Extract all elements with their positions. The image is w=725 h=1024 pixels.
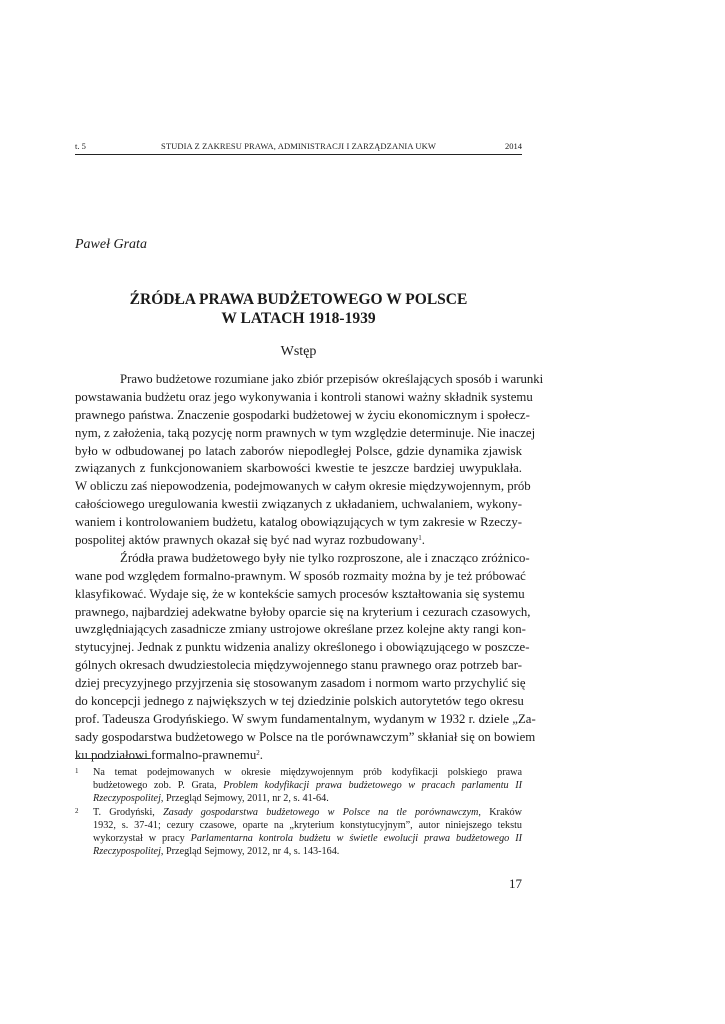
text-line: gólnych okresach dwudziestolecia międzywojennego stanu prawnego oraz potrzeb bar- xyxy=(75,658,522,673)
journal-title: STUDIA Z ZAKRESU PRAWA, ADMINISTRACJI I ZARZĄDZANIA UKW xyxy=(161,141,436,151)
footnote-ref[interactable]: 2 xyxy=(256,748,260,757)
footnote-number: 1 xyxy=(75,767,79,775)
text-line: klasyfikować. Wydaje się, że w kontekście samych procesów kształtowania się systemu xyxy=(75,586,525,601)
footnote-number: 2 xyxy=(75,806,79,815)
page-number: 17 xyxy=(509,876,522,891)
text-line: prawnego państwa. Znaczenie gospodarki budżetowej w życiu ekonomicznym i społecz- xyxy=(75,407,530,422)
footnote-line: Rzeczypospolitej, Przegląd Sejmowy, 2011, nr 2, s. 41-64. xyxy=(93,793,329,805)
running-header xyxy=(75,140,522,155)
section-heading: Wstęp xyxy=(280,344,317,359)
text-line: całościowego uregulowania kwestii związanych z układaniem, uchwalaniem, wykony- xyxy=(75,497,522,512)
footnote-ref[interactable]: 1 xyxy=(418,534,422,543)
footnote-line: 1932, s. 37-41; cezury czasowe, oparte na „kryterium konstytucyjnym”, autor niniejszego tekstu xyxy=(93,819,522,831)
year-label: 2014 xyxy=(505,141,522,151)
text-line: Prawo budżetowe rozumiane jako zbiór przepisów określających sposób i warunki xyxy=(120,372,544,386)
text-line: uwzględniających zasadnicze zmiany ustrojowe określane przez kolejne akty rangi kon- xyxy=(75,622,526,637)
text-line: stytucyjnej. Jednak z punktu widzenia analizy określonego i obowiązującego w poszcze- xyxy=(75,640,530,655)
footnote-line: Na temat podejmowanych w okresie międzywojennym prób kodyfikacji polskiego prawa xyxy=(93,767,522,778)
author-name: Paweł Grata xyxy=(75,237,147,252)
text-line: było w odbudowanej po latach zaborów niepodległej Polsce, gdzie dynamika zjawisk xyxy=(75,443,522,458)
footnote xyxy=(75,766,522,806)
paragraph xyxy=(75,371,544,550)
text-line: związanych z funkcjonowaniem skarbowości kwestie te jeszcze bardziej uwypuklała. xyxy=(75,461,522,476)
text-line: pospolitej aktów prawnych okazał się być nad wyraz rozbudowany$^1$. xyxy=(75,533,425,548)
footnotes xyxy=(75,766,522,858)
article-title xyxy=(75,290,522,328)
volume-label: t. 5 xyxy=(75,141,86,151)
footnote-line: wykorzystał w pracy Parlamentarna kontrola budżetu w świetle ewolucji prawa budżetowego II xyxy=(93,832,522,844)
text-line: waniem i kontrolowaniem budżetu, katalog obowiązujących w tym zakresie w Rzeczy- xyxy=(75,515,522,530)
text-line: ku podziałowi formalno-prawnemu$^2$. xyxy=(75,747,263,762)
text-line: prawnego, najbardziej adekwatne byłoby oparcie się na kryterium i cezurach czasowych, xyxy=(75,604,531,619)
text-line: dziej precyzyjnego przyjrzenia się stosowanym zasadom i normom warto przychylić się xyxy=(75,676,526,691)
text-line: do koncepcji jednego z największych w tej dziedzinie polskich autorytetów tego okresu xyxy=(75,694,524,709)
text-line: wane pod względem formalno-prawnym. W sposób rozmaity można by je też próbować xyxy=(75,568,526,583)
text-line: W obliczu zaś niepowodzenia, podejmowanych w całym okresie międzywojennym, prób xyxy=(75,479,531,494)
article-body xyxy=(75,371,544,765)
footnote-line: Rzeczypospolitej, Przegląd Sejmowy, 2012, nr 4, s. 143-164. xyxy=(93,846,340,858)
text-line: Źródła prawa budżetowego były nie tylko rozproszone, ale i znacząco zróżnico- xyxy=(120,550,530,565)
footnote-line: T. Grodyński, Zasady gospodarstwa budżetowego w Polsce na tle porównawczym, Kraków xyxy=(93,806,523,818)
footnote xyxy=(75,806,522,859)
footnote-separator xyxy=(75,758,151,759)
title-line: ŹRÓDŁA PRAWA BUDŻETOWEGO W POLSCE xyxy=(129,291,468,308)
paragraph xyxy=(75,550,536,765)
title-line: W LATACH 1918-1939 xyxy=(221,310,376,327)
footnote-line: budżetowego zob. P. Grata, Problem kodyfikacji prawa budżetowego w pracach parlamentu II xyxy=(93,780,522,792)
text-line: powstawania budżetu oraz jego wykonywania i kontroli stanowi ważny składnik systemu xyxy=(75,389,533,404)
text-line: prof. Tadeusza Grodyńskiego. W swym fundamentalnym, wydanym w 1932 r. dziele „Za- xyxy=(75,711,536,726)
text-line: sady gospodarstwa budżetowego w Polsce na tle porównawczym” skłaniał się on bowiem xyxy=(75,729,536,744)
text-line: nym, z założenia, taką pozycję norm prawnych w tym względzie determinuje. Nie inaczej xyxy=(75,425,536,440)
